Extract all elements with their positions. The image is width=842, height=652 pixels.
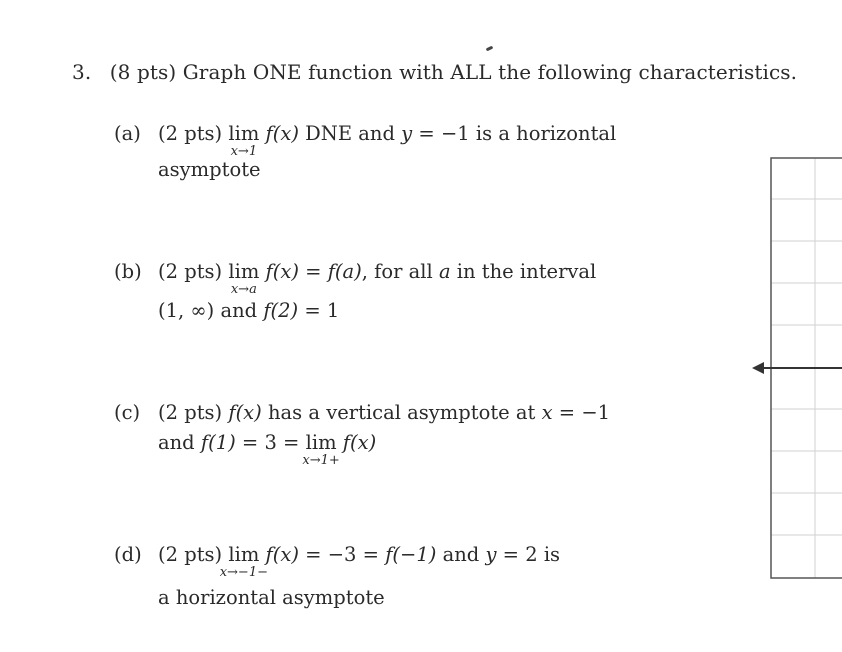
part-a-limit — [228, 122, 260, 159]
part-d-eq-end: = 2 is — [496, 543, 561, 566]
function-expression: f(x) — [342, 431, 377, 454]
lim-subscript: x→1 — [230, 144, 258, 159]
question-header — [72, 60, 797, 84]
lim-operator: lim — [305, 431, 337, 454]
var-y: y — [401, 122, 413, 145]
var-a: a — [438, 260, 451, 283]
part-d-line2: a horizontal asymptote — [158, 586, 385, 609]
graph-grid[interactable] — [770, 157, 842, 579]
part-b-line2 — [158, 299, 339, 322]
part-c-points: (2 pts) — [158, 401, 223, 424]
part-c-text: has a vertical asymptote at — [261, 401, 542, 424]
part-d-line1 — [158, 543, 561, 580]
lim-operator: lim — [228, 543, 260, 566]
function-at-neg1: f(−1) — [385, 543, 437, 566]
function-at-2: f(2) — [263, 299, 299, 322]
part-c-line2-eq: = 3 = — [235, 431, 306, 454]
part-b-text-end: in the interval — [450, 260, 597, 283]
part-b-points: (2 pts) — [158, 260, 223, 283]
part-a-line2: asymptote — [158, 158, 261, 181]
part-b-line1 — [158, 260, 597, 297]
part-b-text: , for all — [361, 260, 439, 283]
part-b-interval: (1, ∞) and — [158, 299, 264, 322]
lim-subscript: x→−1− — [219, 565, 268, 580]
question-points: (8 pts) — [109, 60, 177, 84]
part-c-eq: = −1 — [552, 401, 611, 424]
part-b-label: (b) — [114, 260, 142, 283]
lim-operator: lim — [228, 260, 260, 283]
function-at-a: f(a) — [327, 260, 362, 283]
question-number: 3. — [72, 60, 92, 84]
lim-subscript: x→1+ — [302, 453, 340, 468]
part-d-points: (2 pts) — [158, 543, 223, 566]
lim-subscript: x→a — [230, 282, 257, 297]
ink-speck — [486, 46, 494, 52]
var-x: x — [541, 401, 553, 424]
part-d-limit — [219, 543, 268, 580]
question-prompt: Graph ONE function with ALL the following characteristics. — [182, 60, 798, 84]
part-b-line2-end: = 1 — [298, 299, 340, 322]
part-c-and: and — [158, 431, 201, 454]
function-expression: f(x) — [265, 260, 299, 283]
part-a-label: (a) — [114, 122, 141, 145]
part-a-eq: = −1 is a horizontal — [412, 122, 617, 145]
part-a-line1 — [158, 122, 617, 159]
lim-operator: lim — [228, 122, 260, 145]
part-c-line2 — [158, 431, 377, 468]
part-c-limit — [302, 431, 340, 468]
part-d-and: and — [436, 543, 486, 566]
function-expression: f(x) — [265, 122, 299, 145]
graph-grid-svg — [770, 157, 842, 579]
x-axis-arrow-icon — [750, 360, 772, 382]
part-d-eq: = −3 = — [298, 543, 386, 566]
function-expression: f(x) — [228, 401, 262, 424]
part-c-label: (c) — [114, 401, 141, 424]
part-b-eq: = — [298, 260, 328, 283]
var-y: y — [485, 543, 497, 566]
part-a-points: (2 pts) — [158, 122, 223, 145]
function-expression: f(x) — [265, 543, 299, 566]
part-a-text: DNE and — [298, 122, 402, 145]
function-at-1: f(1) — [200, 431, 236, 454]
part-d-label: (d) — [114, 543, 142, 566]
part-c-line1 — [158, 401, 610, 424]
part-b-limit — [228, 260, 260, 297]
